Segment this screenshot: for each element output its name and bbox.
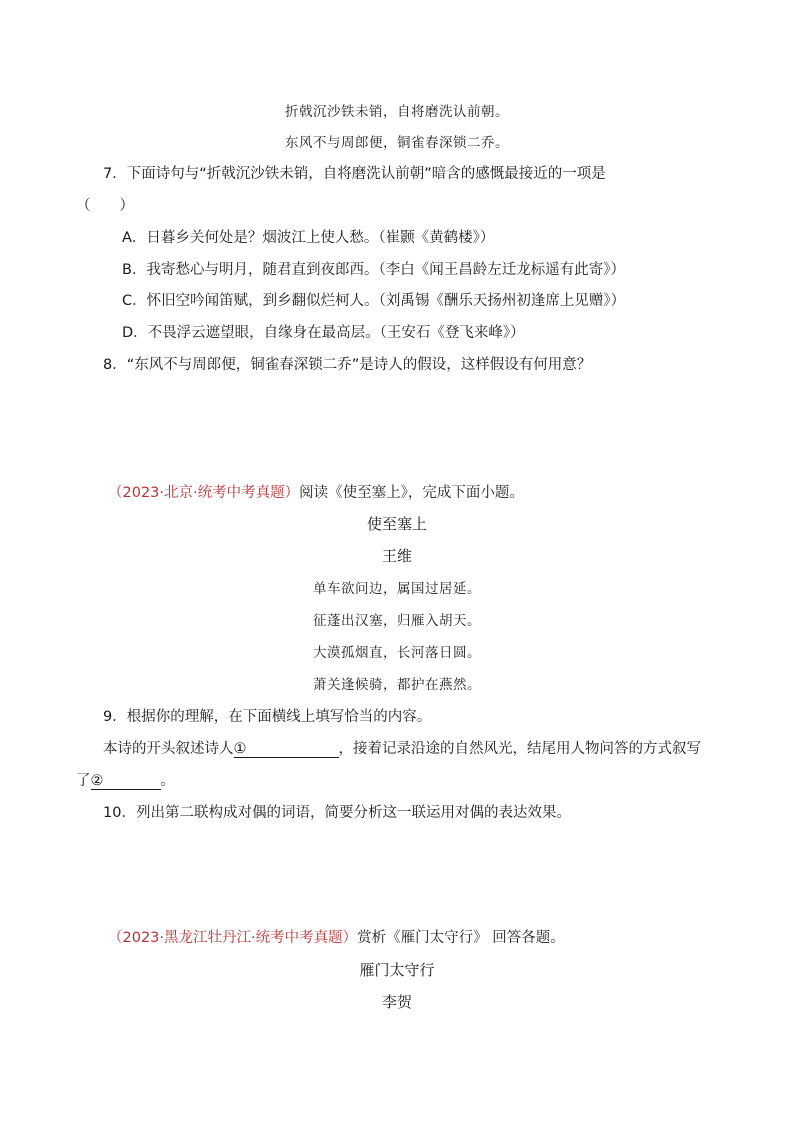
blank-1-field[interactable]: ①: [234, 741, 339, 758]
question-9-text-d: 。: [160, 773, 175, 789]
question-9-text-b: ，接着记录沿途的自然风光，结尾用人物问答的方式叙写: [338, 741, 701, 757]
question-7-option-d[interactable]: D．不畏浮云遮望眼，自缘身在最高层。（王安石《登飞来峰》）: [122, 325, 525, 341]
question-7-option-a[interactable]: A．日暮乡关何处是？烟波江上使人愁。（崔颢《黄鹤楼》）: [122, 230, 495, 246]
section3-poem-title: 雁门太守行: [359, 961, 435, 979]
question-9-text-c: 了: [76, 773, 91, 789]
question-8-stem: 8．“东风不与周郎便，铜雀春深锁二乔”是诗人的假设，这样假设有何用意？: [103, 357, 592, 373]
section2-poem-title: 使至塞上: [366, 515, 427, 533]
section2-intro: 阅读《使至塞上》，完成下面小题。: [299, 485, 524, 501]
poem1-line1: 折戟沉沙铁未销，自将磨洗认前朝。: [285, 104, 509, 120]
section2-poem-line-4: 萧关逢候骑，都护在燕然。: [313, 677, 481, 693]
blank-2-field[interactable]: ②: [91, 773, 161, 790]
section3-poem-author: 李贺: [381, 993, 412, 1011]
section2-source: （2023·北京·统考中考真题）: [108, 485, 300, 501]
question-7-answer-paren: （ ）: [76, 198, 134, 214]
section2-poem-line-3: 大漠孤烟直，长河落日圆。: [313, 645, 481, 661]
section3-intro: 赏析《雁门太守行》 回答各题。: [357, 930, 565, 946]
question-9-line-1: [103, 739, 701, 759]
section2-header: [108, 483, 524, 503]
section3-header: [108, 928, 565, 948]
poem1-line2: 东风不与周郎便，铜雀春深锁二乔。: [285, 135, 509, 151]
section2-poem-author: 王维: [381, 547, 412, 565]
section2-poem-line-1: 单车欲问边，属国过居延。: [313, 581, 481, 597]
question-7-stem: 7．下面诗句与“折戟沉沙铁未销，自将磨洗认前朝”暗含的感慨最接近的一项是: [103, 166, 606, 182]
section3-source: （2023·黑龙江牡丹江·统考中考真题）: [108, 930, 358, 946]
question-9-text-a: 本诗的开头叙述诗人: [103, 741, 234, 757]
question-10-stem: 10．列出第二联构成对偶的词语，简要分析这一联运用对偶的表达效果。: [103, 805, 571, 821]
section2-poem-line-2: 征蓬出汉塞，归雁入胡天。: [313, 613, 481, 629]
question-7-option-b[interactable]: B．我寄愁心与明月，随君直到夜郎西。（李白《闻王昌龄左迁龙标遥有此寄》）: [122, 262, 625, 278]
question-9-line-2: [76, 771, 175, 791]
question-7-option-c[interactable]: C．怀旧空吟闻笛赋，到乡翻似烂柯人。（刘禹锡《酬乐天扬州初逢席上见赠》）: [122, 293, 626, 309]
question-9-stem: 9．根据你的理解，在下面横线上填写恰当的内容。: [103, 709, 432, 725]
